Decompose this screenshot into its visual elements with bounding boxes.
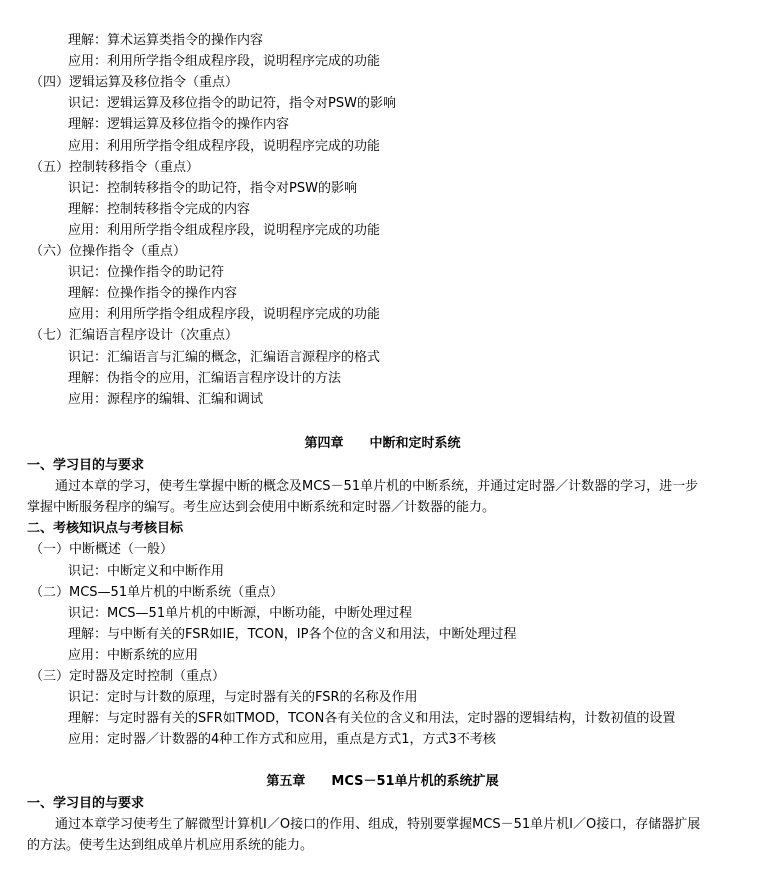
section-heading: （五）控制转移指令（重点） <box>30 159 200 175</box>
list-item: 识记：定时与计数的原理，与定时器有关的FSR的名称及作用 <box>68 690 418 706</box>
paragraph-line: 通过本章的学习，使考生掌握中断的概念及MCS－51单片机的中断系统，并通过定时器／计数器的学习，进一步 <box>55 479 699 495</box>
list-item: 应用：利用所学指令组成程序段，说明程序完成的功能 <box>68 54 381 70</box>
list-item: 识记：控制转移指令的助记符，指令对PSW的影响 <box>68 180 357 196</box>
list-item: 应用：中断系统的应用 <box>68 647 199 663</box>
chapter-title: 第五章 MCS－51单片机的系统扩展 <box>266 774 499 789</box>
list-item: 理解：控制转移指令完成的内容 <box>68 201 251 217</box>
subheading: 一、学习目的与要求 <box>27 458 145 473</box>
list-item: 理解：逻辑运算及移位指令的操作内容 <box>68 117 290 133</box>
list-item: 识记：中断定义和中断作用 <box>68 563 225 579</box>
list-item: 理解：与中断有关的FSR如IE，TCON，IP各个位的含义和用法，中断处理过程 <box>68 626 517 642</box>
list-item: 识记：逻辑运算及移位指令的助记符，指令对PSW的影响 <box>68 96 396 112</box>
list-item: 识记：汇编语言与汇编的概念，汇编语言源程序的格式 <box>68 349 381 365</box>
list-item: 理解：伪指令的应用，汇编语言程序设计的方法 <box>68 370 342 386</box>
list-item: 应用：利用所学指令组成程序段，说明程序完成的功能 <box>68 307 381 323</box>
section-heading: （三）定时器及定时控制（重点） <box>30 669 226 684</box>
list-item: 应用：源程序的编辑、汇编和调试 <box>68 391 264 407</box>
subheading: 一、学习目的与要求 <box>27 796 145 811</box>
section-heading: （四）逻辑运算及移位指令（重点） <box>30 75 239 91</box>
list-item: 应用：定时器／计数器的4种工作方式和应用，重点是方式1，方式3不考核 <box>68 732 496 748</box>
section-heading: （二）MCS—51单片机的中断系统（重点） <box>30 584 284 600</box>
paragraph-line: 掌握中断服务程序的编写。考生应达到会使用中断系统和定时器／计数器的能力。 <box>27 500 496 516</box>
list-item: 理解：算术运算类指令的操作内容 <box>68 33 264 48</box>
paragraph-line: 通过本章学习使考生了解微型计算机I／O接口的作用、组成，特别要掌握MCS－51单片机I／O接口，存储器扩展 <box>55 817 701 833</box>
paragraph-line: 的方法。使考生达到组成单片机应用系统的能力。 <box>27 838 314 854</box>
list-item: 应用：利用所学指令组成程序段，说明程序完成的功能 <box>68 222 381 238</box>
chapter-title: 第四章 中断和定时系统 <box>304 436 461 451</box>
section-heading: （一）中断概述（一般） <box>30 542 174 558</box>
subheading: 二、考核知识点与考核目标 <box>27 521 184 537</box>
list-item: 理解：位操作指令的操作内容 <box>68 286 238 302</box>
section-heading: （七）汇编语言程序设计（次重点） <box>30 328 239 344</box>
list-item: 识记：MCS—51单片机的中断源，中断功能，中断处理过程 <box>68 605 413 621</box>
list-item: 应用：利用所学指令组成程序段，说明程序完成的功能 <box>68 138 381 154</box>
list-item: 理解：与定时器有关的SFR如TMOD，TCON各有关位的含义和用法，定时器的逻辑结构，计数初值的设置 <box>68 711 676 727</box>
section-heading: （六）位操作指令（重点） <box>30 244 187 259</box>
list-item: 识记：位操作指令的助记符 <box>68 265 225 281</box>
